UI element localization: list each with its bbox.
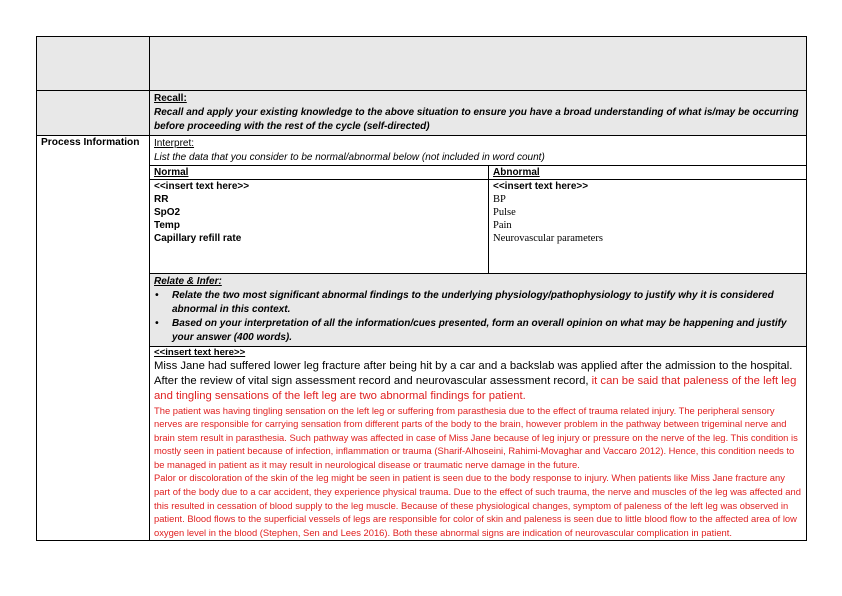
relate-infer-cell: [150, 273, 807, 346]
abnormal-list[interactable]: [489, 180, 807, 273]
normal-abnormal-cell: [150, 166, 807, 274]
process-information-label: Process Information: [37, 136, 150, 541]
normal-item: Capillary refill rate: [154, 233, 242, 244]
normal-item: Temp: [154, 220, 180, 231]
normal-abnormal-table: [150, 166, 806, 273]
answer-placeholder: <<insert text here>>: [154, 346, 246, 358]
scenario-blank-cell: [150, 37, 807, 91]
answer-paragraph-2: Palor or discoloration of the skin of the leg might be seen in patient is seen due to the body response to injury. When patients like Miss Jane fracture any part of the body due to a car accident, they experience physical trauma. Due to the effect of such trauma, the nerve and muscles of the leg was affected and this resulted in cessation of blood supply to the leg muscle. Because of these physiological changes, symptom of paleness of the left leg was observed in patient. Blood flows to the superficial vessels of legs are responsible for color of skin and paleness is seen due to little blood flow to the affected area of low oxygen level in the blood (Stephen, Sen and Lees 2016). Both these abnormal signs are indication of neurovascular complication in patient.: [154, 472, 801, 538]
answer-paragraph-1: The patient was having tingling sensation on the left leg or suffering from parasthesia due to the effect of trauma related injury. The peripheral sensory nerves are responsible for carrying sensation from different parts of the body to the brain, however problem in the pathway between trigeminal nerve and brain stem result in parasthesia. Such pathway was affected in case of Miss Jane because of leg injury or pressure on the nerve of the leg. This condition is mostly seen in patient because of infection, inflammation or trauma (Sharif-Alhoseini, Rahimi-Movaghar and Vaccaro 2012). Hence, this condition needs to be managed in patient as it may result in neurological disease or traumatic nerve damage in the future.: [154, 404, 798, 470]
abnormal-item: BP: [493, 194, 506, 205]
normal-placeholder: <<insert text here>>: [154, 181, 250, 192]
left-empty-cell: [37, 37, 150, 91]
normal-item: RR: [154, 194, 169, 205]
relate-bullets: [154, 289, 802, 345]
relate-bullet: • Based on your interpretation of all the information/cues presented, form an overall opinion on what may be happening and justify your answer (400 words).: [172, 317, 802, 345]
abnormal-item: Pain: [493, 220, 512, 231]
abnormal-placeholder: <<insert text here>>: [493, 181, 589, 192]
abnormal-item: Pulse: [493, 207, 516, 218]
process-information-table: [36, 36, 807, 541]
answer-cell[interactable]: [150, 346, 807, 541]
answer-intro: [154, 359, 802, 404]
answer-intro-red: it can be said that paleness of the left leg and tingling sensations of the left leg are two abnormal findings for patient.: [154, 374, 797, 402]
interpret-heading: Interpret:: [154, 138, 195, 149]
abnormal-header: Abnormal: [489, 166, 807, 180]
recall-text: Recall and apply your existing knowledge to the above situation to ensure you have a broad understanding of what is/may be occurring before proceeding with the rest of the cycle (self-directed): [154, 107, 799, 132]
normal-item: SpO2: [154, 207, 181, 218]
recall-cell: [150, 91, 807, 136]
relate-heading: Relate & Infer:: [154, 275, 222, 287]
relate-bullet: • Relate the two most significant abnormal findings to the underlying physiology/pathophysiology to justify why it is considered abnormal in this context.: [172, 289, 802, 317]
answer-intro-black: Miss Jane had suffered lower leg fracture after being hit by a car and a backslab was applied after the admission to the hospital. After the review of vital sign assessment record and neurovascular assessment record,: [154, 359, 793, 387]
normal-list[interactable]: [150, 180, 489, 273]
interpret-cell: [150, 136, 807, 166]
interpret-instruction: List the data that you consider to be normal/abnormal below (not included in word count): [154, 152, 545, 163]
normal-header: Normal: [150, 166, 489, 180]
recall-heading: Recall:: [154, 93, 187, 104]
abnormal-item: Neurovascular parameters: [493, 233, 603, 244]
left-grey-cell: [37, 91, 150, 136]
